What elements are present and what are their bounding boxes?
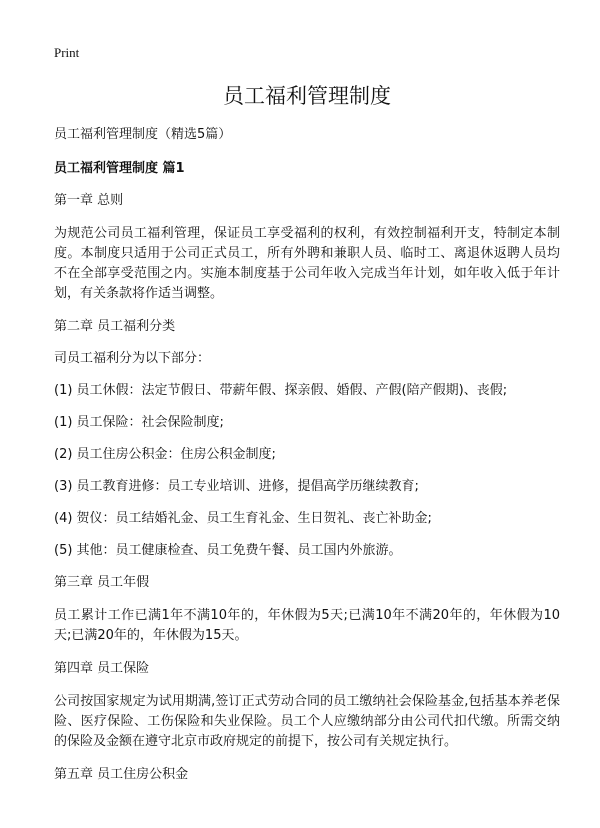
chapter-3-text: 员工累计工作已满1年不满10年的，年休假为5天;已满10年不满20年的，年休假为10天;已满20年的，年休假为15天。	[54, 608, 560, 643]
list-item: (5) 其他：员工健康检查、员工免费午餐、员工国内外旅游。	[54, 543, 402, 558]
chapter-2-intro: 司员工福利分为以下部分：	[54, 351, 211, 366]
document-subtitle: 员工福利管理制度（精选5篇）	[54, 127, 232, 142]
chapter-4-text: 公司按国家规定为试用期满,签订正式劳动合同的员工缴纳社会保险基金,包括基本养老保险、医疗保险、工伤保险和失业保险。员工个人应缴纳部分由公司代扣代缴。所需交纳的保险及金额在遵守北京市政府规定的前提下，按公司有关规定执行。	[54, 694, 560, 749]
chapter-1-text: 为规范公司员工福利管理，保证员工享受福利的权利，有效控制福利开支，特制定本制度。本制度只适用于公司正式员工，所有外聘和兼职人员、临时工、离退休返聘人员均不在全部享受范围之内。实施本制度基于公司年收入完成当年计划，如年收入低于年计划，有关条款将作适当调整。	[54, 226, 560, 301]
list-item: (2) 员工住房公积金：住房公积金制度;	[54, 447, 276, 462]
list-item: (1) 员工保险：社会保险制度;	[54, 415, 224, 430]
print-label: Print	[54, 45, 80, 60]
chapter-2-title: 第二章 员工福利分类	[54, 319, 176, 334]
chapter-3-title: 第三章 员工年假	[54, 575, 150, 590]
section-heading: 员工福利管理制度 篇1	[54, 161, 185, 176]
chapter-4-title: 第四章 员工保险	[54, 661, 150, 676]
chapter-5-title: 第五章 员工住房公积金	[54, 767, 189, 782]
document-title: 员工福利管理制度	[223, 84, 391, 108]
list-item: (1) 员工休假：法定节假日、带薪年假、探亲假、婚假、产假(陪产假期)、丧假;	[54, 383, 508, 398]
list-item: (4) 贺仪：员工结婚礼金、员工生育礼金、生日贺礼、丧亡补助金;	[54, 511, 432, 526]
list-item: (3) 员工教育进修：员工专业培训、进修，提倡高学历继续教育;	[54, 479, 419, 494]
chapter-1-title: 第一章 总则	[54, 193, 124, 208]
